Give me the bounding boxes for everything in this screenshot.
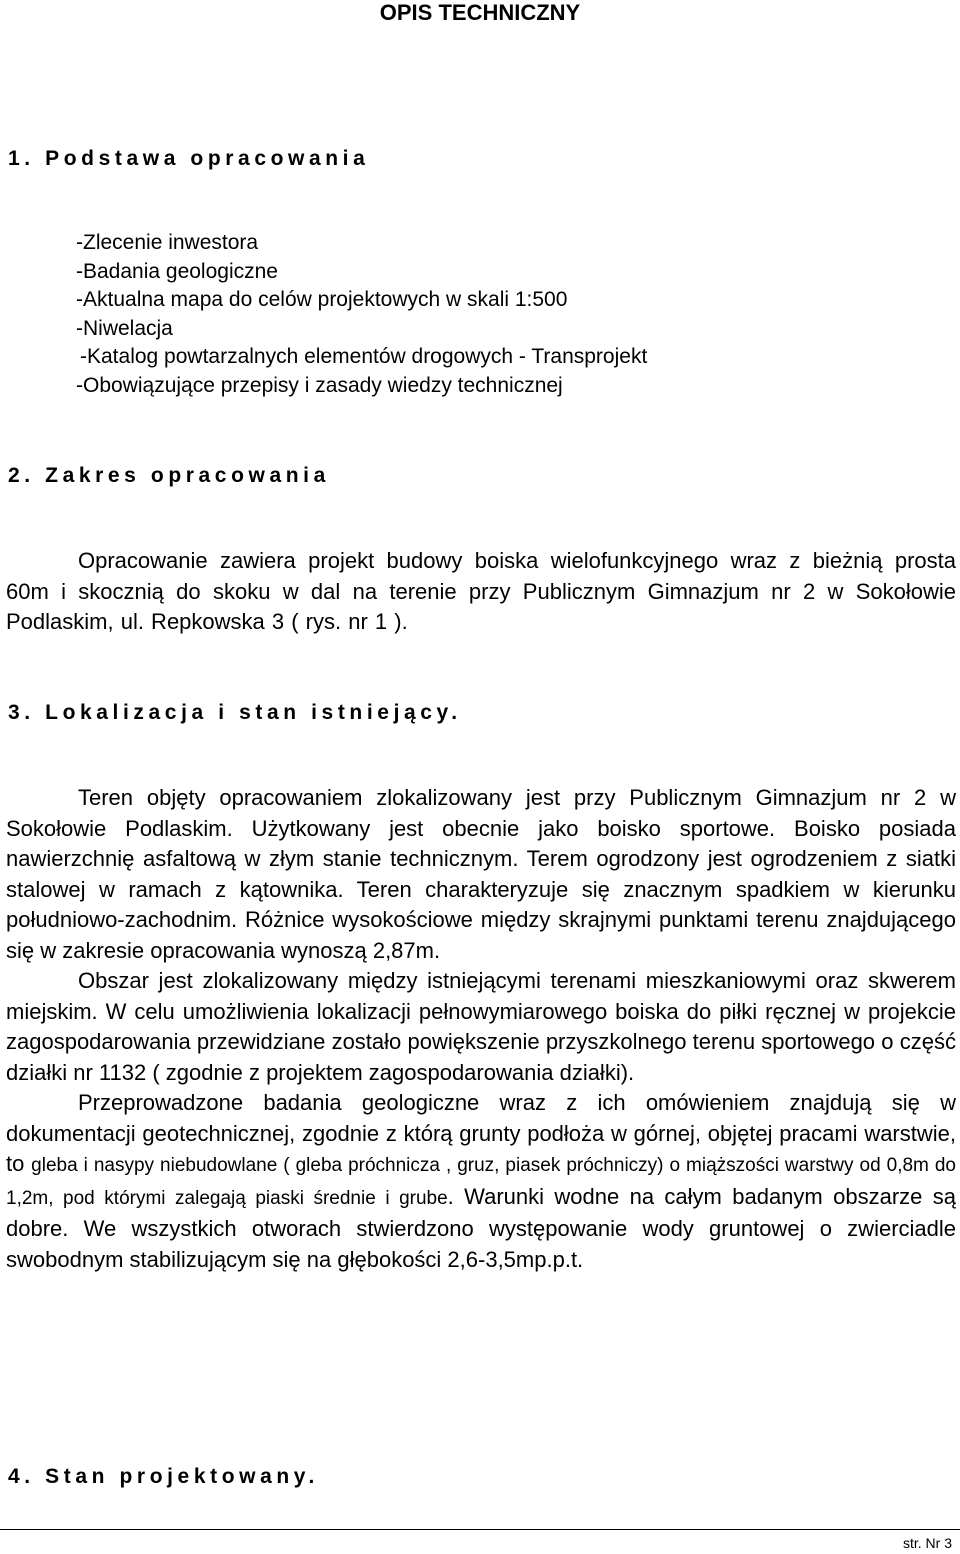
section-3-heading: 3. Lokalizacja i stan istniejący. [8, 701, 462, 724]
list-item: -Zlecenie inwestora [76, 231, 259, 254]
basis-list [76, 229, 647, 401]
geology-paragraph [6, 1088, 956, 1275]
area-paragraph: Obszar jest zlokalizowany między istniejącymi terenami mieszkaniowymi oraz skwerem miejskim. W celu umożliwienia lokalizacji pełnowymiarowego boiska do piłki ręcznej w projekcie zagospodarowania przewidziane zostało powiększenie przyszkolnego terenu sportowego o część działki nr 1132 ( zgodnie z projektem zagospodarowania działki). [6, 968, 956, 1085]
geology-text-c: . Warunki wodne na całym badanym obszarze są dobre. We wszystkich otworach stwierdzono występowanie wody gruntowej o zwierciadle swobodnym stabilizującym się na głębokości 2,6-3,5mp.p.t. [6, 1183, 956, 1272]
footer-divider [0, 1529, 960, 1530]
list-item: -Katalog powtarzalnych elementów drogowych - Transprojekt [80, 345, 648, 369]
page-number: str. Nr 3 [902, 1535, 952, 1551]
list-item: -Badania geologiczne [76, 259, 278, 283]
location-paragraph: Teren objęty opracowaniem zlokalizowany jest przy Publicznym Gimnazjum nr 2 w Sokołowie Podlaskim. Użytkowany jest obecnie jako boisko sportowe. Boisko posiada nawierzchnię asfaltową w złym stanie technicznym. Terem ogrodzony jest ogrodzeniem z siatki stalowej w ramach z kątownika. Teren charakteryzuje się znacznym spadkiem w kierunku południowo-zachodnim. Różnice wysokościowe między skrajnymi punktami terenu znajdującego się w zakresie opracowania wynoszą 2,87m. [6, 785, 956, 963]
section-4-heading: 4. Stan projektowany. [8, 1465, 319, 1488]
section-2-heading: 2. Zakres opracowania [8, 464, 330, 487]
document-title: OPIS TECHNICZNY [379, 0, 581, 25]
location-text [0, 783, 960, 1275]
list-item: -Obowiązujące przepisy i zasady wiedzy technicznej [76, 373, 563, 397]
section-1-heading: 1. Podstawa opracowania [8, 147, 370, 170]
geology-text-a: Przeprowadzone badania geologiczne wraz z ich omówieniem znajdują się w dokumentacji geotechnicznej, zgodnie z którą grunty podłoża w górnej, objętej pracami warstwie, to [6, 1090, 956, 1176]
list-item: -Aktualna mapa do celów projektowych w skali 1:500 [76, 288, 568, 312]
geology-soil-text: gleba i nasypy niebudowlane ( gleba próchnicza , gruz, piasek próchniczy) o miąższości warstwy od 0,8m do 1,2m, pod którymi zalegają piaski średnie i grube [6, 1155, 956, 1209]
list-item: -Niwelacja [76, 316, 173, 340]
scope-paragraph: Opracowanie zawiera projekt budowy boiska wielofunkcyjnego wraz z bieżnią prosta 60m i skocznią do skoku w dal na terenie przy Publicznym Gimnazjum nr 2 w Sokołowie Podlaskim, ul. Repkowska 3 ( rys. nr 1 ). [6, 548, 956, 634]
